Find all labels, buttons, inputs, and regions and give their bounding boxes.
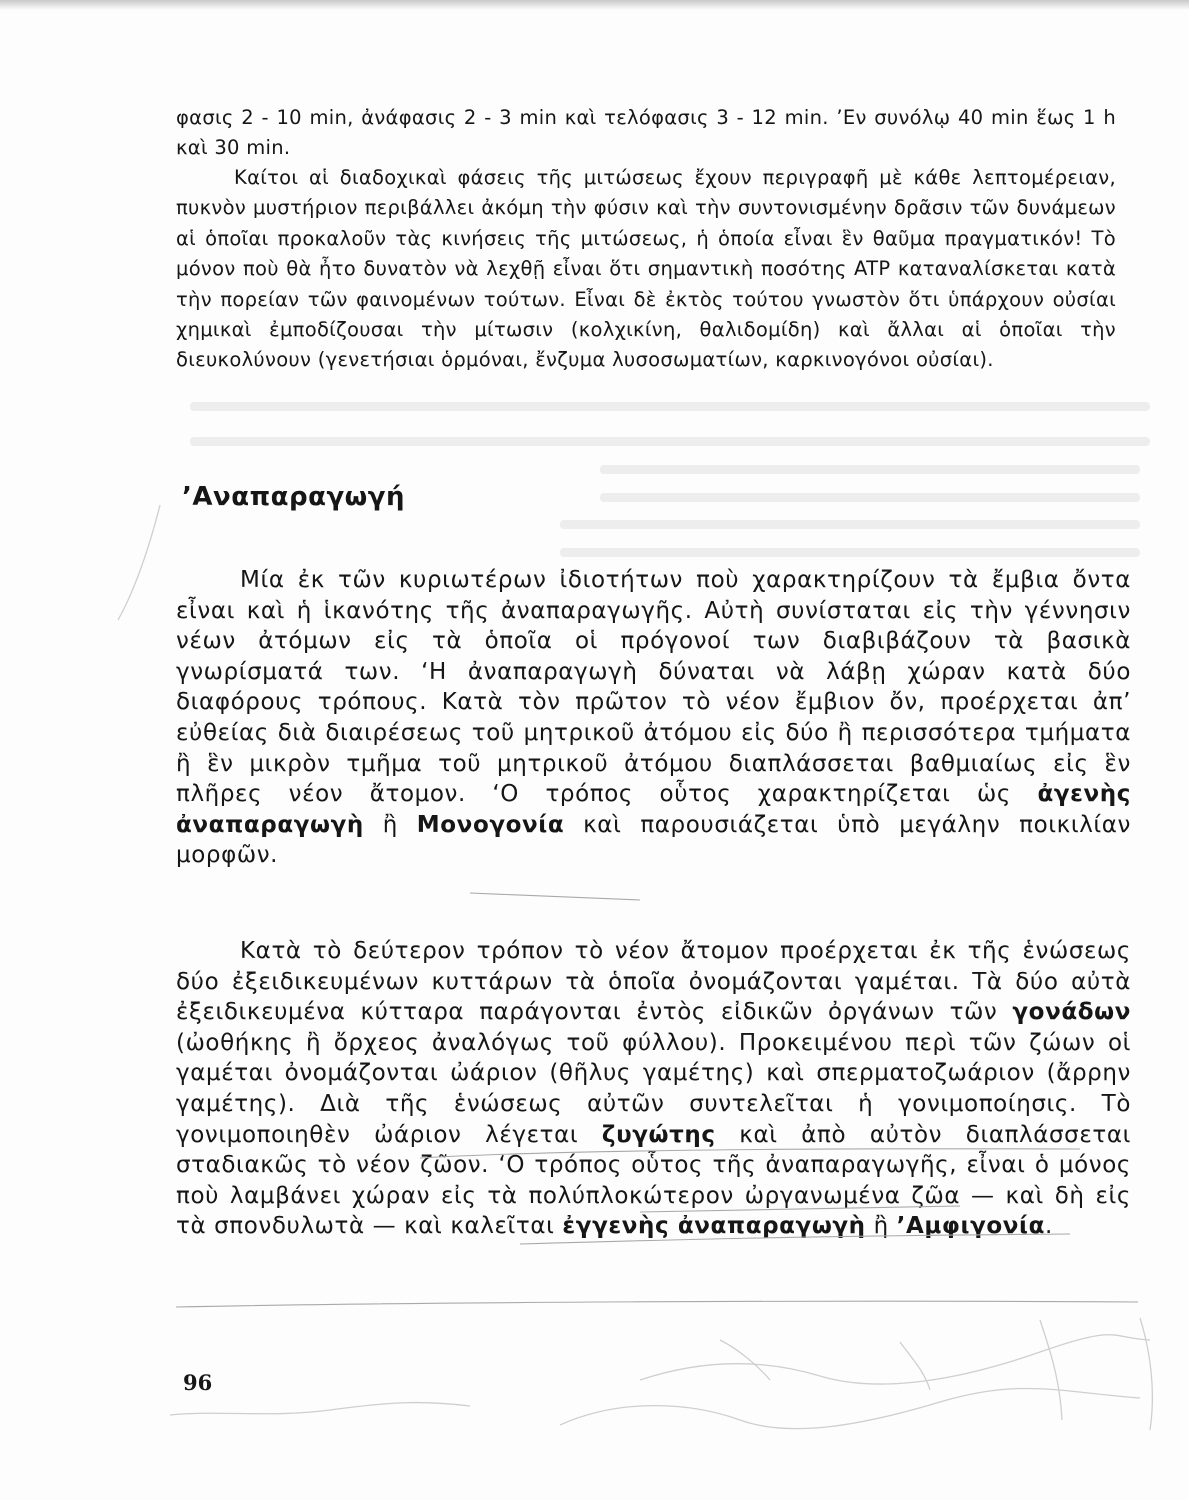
bleed-through-line [560, 548, 1140, 557]
text-run: Κατὰ τὸ δεύτερον τρόπον τὸ νέον ἄτομον προέρχεται ἐκ τῆς ἑνώσεως δύο ἐξειδικευμένων κυττάρων τὰ ὁποῖα ὀνομάζονται γαμέται. Τὰ δύο αὐτὰ ἐξειδικευμένα κύτταρα παράγονται ἐντὸς εἰδικῶν ὀργάνων τῶν [176, 938, 1131, 1026]
term-amphigony: ’Αμφιγονία [896, 1213, 1045, 1240]
text-run: . [1044, 1213, 1053, 1240]
bleed-through-line [560, 520, 1140, 529]
paragraph-sexual-reproduction [176, 936, 1131, 1242]
handwritten-scribble [720, 1340, 770, 1380]
paragraph-reproduction-intro [176, 565, 1131, 871]
text-run: (ὠοθήκης ἢ ὄρχεος ἀναλόγως τοῦ φύλλου). Προκειμένου περὶ τῶν ζώων οἱ γαμέται ὀνομάζονται ὠάριον (θῆλυς γαμέτης) καὶ σπερματοζωάριον (ἄρρην γαμέτης). Διὰ τῆς ἑνώσεως αὐτῶν συντελεῖται ἡ γονιμοποίησις. Τὸ γονιμοποιηθὲν ὠάριον λέγεται [176, 1029, 1131, 1148]
term-monogony: Μονογονία [416, 811, 565, 838]
section-heading: ’Αναπαραγωγή [182, 482, 406, 512]
bleed-through-line [600, 465, 1140, 474]
paragraph-mitosis-durations: φασις 2 - 10 min, ἀνάφασις 2 - 3 min καὶ τελόφασις 3 - 12 min. ’Εν συνόλῳ 40 min ἕως 1 h καὶ 30 min. [176, 106, 1116, 160]
handwritten-scribble [900, 1342, 930, 1390]
term-sexual-reproduction: ἐγγενὴς ἀναπαραγωγὴ [562, 1213, 866, 1240]
handwritten-scribble [640, 1335, 1150, 1384]
term-zygote: ζυγώτης [601, 1121, 716, 1148]
text-run: Μία ἐκ τῶν κυριωτέρων ἰδιοτήτων ποὺ χαρακτηρίζουν τὰ ἔμβια ὄντα εἶναι καὶ ἡ ἱκανότης τῆς ἀναπαραγωγῆς. Αὐτὴ συνίσταται εἰς τὴν γέννησιν νέων ἀτόμων εἰς τὰ ὁποῖα οἱ πρόγονοί των διαβιβάζουν τὰ βασικὰ γνωρίσματά των. ‘Η ἀναπαραγωγὴ δύναται νὰ λάβῃ χώραν κατὰ δύο διαφόρους τρόπους. Κατὰ τὸν πρῶτον τὸ νέον ἔμβιον ὄν, προέρχεται ἀπ’ εὐθείας διὰ διαιρέσεως τοῦ μητρικοῦ ἀτόμου εἰς δύο ἢ περισσότερα τμήματα ἢ ἓν μικρὸν τμῆμα τοῦ μητρικοῦ ἀτόμου διαπλάσσεται βαθμιαίως εἰς ἓν πλῆρες νέον ἄτομον. ‘Ο τρόπος οὗτος χαρακτηρίζεται ὡς [176, 567, 1131, 808]
underline-mark [470, 893, 640, 900]
text-run: καὶ παρουσιάζεται ὑπὸ μεγάλην ποικιλίαν μορφῶν. [176, 811, 1132, 869]
bleed-through-line [190, 402, 1150, 411]
text-run: ἢ [363, 811, 417, 838]
bleed-through-line [190, 437, 1150, 446]
page-number: 96 [183, 1370, 213, 1395]
text-run: καὶ ἀπὸ αὐτὸν διαπλάσσεται σταδιακῶς τὸ νέον ζῶον. ‘Ο τρόπος οὗτος τῆς ἀναπαραγωγῆς, εἶναι ὁ μόνος ποὺ λαμβάνει χώραν εἰς τὰ πολύπλοκώτερον ὠργανωμένα ζῶα — καὶ δὴ εἰς τὰ σπονδυλωτὰ — καὶ καλεῖται [176, 1121, 1131, 1240]
margin-pencil-stroke [118, 505, 160, 620]
handwritten-scribble [1140, 1318, 1152, 1430]
text-run: ἢ [865, 1213, 897, 1240]
underline-mark [176, 1301, 1138, 1307]
paragraph-mitosis-mystery: Καίτοι αἱ διαδοχικαὶ φάσεις τῆς μιτώσεως ἔχουν περιγραφῆ μὲ κάθε λεπτομέρειαν, πυκνὸν μυστήριον περιβάλλει ἀκόμη τὴν φύσιν καὶ τὴν συντονισμένην δρᾶσιν τῶν δυνάμεων αἱ ὁποῖαι προκαλοῦν τὰς κινήσεις τῆς μιτώσεως, ἡ ὁποία εἶναι ἓν θαῦμα πραγματικόν! Τὸ μόνον ποὺ θὰ ἦτο δυνατὸν νὰ λεχθῇ εἶναι ὅτι σημαντικὴ ποσότης ATP καταναλίσκεται κατὰ τὴν πορείαν τῶν φαινομένων τούτων. Εἶναι δὲ ἐκτὸς τούτου γνωστὸν ὅτι ὑπάρχουν οὐσίαι χημικαὶ ἐμποδίζουσαι τὴν μίτωσιν (κολχικίνη, θαλιδομίδη) καὶ ἄλλαι αἱ ὁποῖαι τὴν διευκολύνουν (γενετήσιαι ὁρμόναι, ἔνζυμα λυσοσωματίων, καρκινογόνοι οὐσίαι). [176, 166, 1116, 372]
term-gonads: γονάδων [1012, 999, 1131, 1026]
term-asexual-reproduction: ἀγενὴς ἀναπαραγωγὴ [176, 781, 1131, 838]
bleed-through-line [600, 493, 1140, 502]
handwritten-scribble [1040, 1320, 1062, 1420]
handwritten-scribble [170, 1403, 470, 1415]
scan-top-edge [0, 0, 1189, 10]
handwritten-scribble [560, 1388, 1140, 1428]
